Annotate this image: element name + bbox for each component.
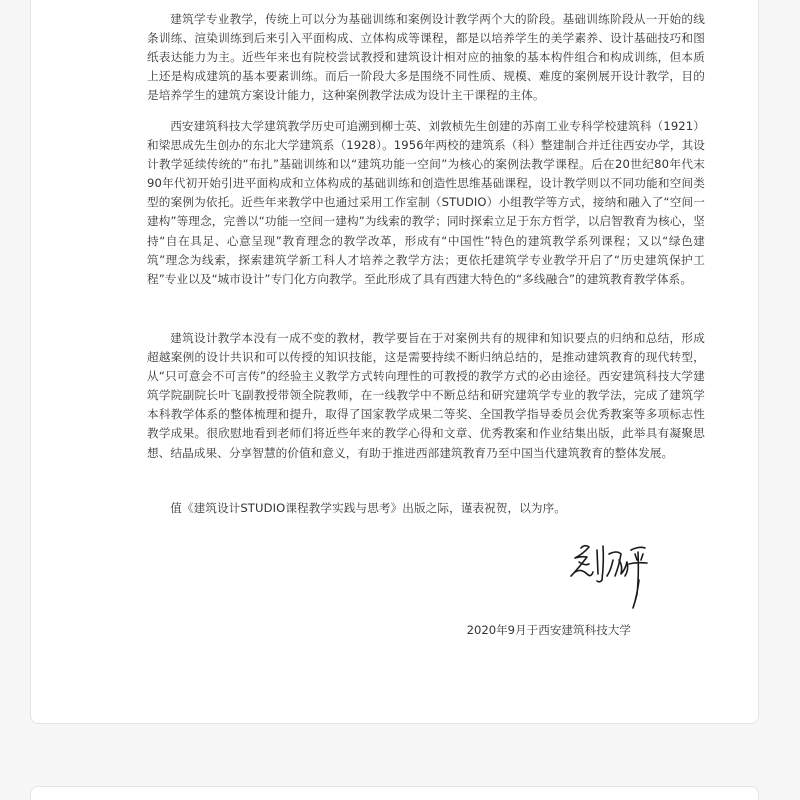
paragraph-school-history: 西安建筑科技大学建筑教学历史可追溯到柳士英、刘敦桢先生创建的苏南工业专科学校建筑科（1921）和梁思成先生创办的东北大学建筑系（1928）。1956年两校的建筑系（科）整建制合并迁往西安办学，其设计教学延续传统的“布扎”基础训练和以“建筑功能一空间”为核心的案例法教学课程。后在20世纪80年代末90年代初开始引进平面构成和立体构成的基础训练和创造性思维基础课程，设计教学则以不同功能和空间类型的案例为依托。近些年来教学中也通过采用工作室制（STUDIO）小组教学等方式，接纳和融入了“空间一建构”等理念，完善以“功能一空间一建构”为线索的教学；同时探索立足于东方哲学，以启智教育为核心，坚持“自在具足、心意呈现”教育理念的教学改革，形成有“中国性”特色的建筑教学系列课程；又以“绿色建筑”理念为线索，探索建筑学新工科人才培养之教学方法；更依托建筑学专业教学开启了“历史建筑保护工程”专业以及“城市设计”专门化方向教学。至此形成了具有西建大特色的“多线融合”的建筑教育教学体系。 <box>147 119 705 286</box>
handwritten-signature <box>567 536 653 618</box>
paragraph-teaching-stages: 建筑学专业教学，传统上可以分为基础训练和案例设计教学两个大的阶段。基础训练阶段从一开始的线条训练、渲染训练到后来引入平面构成、立体构成等课程，都是以培养学生的美学素养、设计基础技巧和图纸表达能力为主。近些年来也有院校尝试教授和建筑设计相对应的抽象的基本构件组合和构成训练，但本质上还是构成建筑的基本要素训练。而后一阶段大多是围绕不同性质、规模、难度的案例展开设计教学，目的是培养学生的建筑方案设计能力，这种案例教学法成为设计主干课程的主体。 <box>147 12 705 103</box>
next-page-card <box>30 786 759 800</box>
document-page <box>30 0 759 724</box>
paragraph-teaching-method: 建筑设计教学本没有一成不变的教材，教学要旨在于对案例共有的规律和知识要点的归纳和总结，形成超越案例的设计共识和可以传授的知识技能，这是需要持续不断归纳总结的，是推动建筑教育的现代转型，从“只可意会不可言传”的经验主义教学方式转向理性的可教授的教学方式的必由途径。西安建筑科技大学建筑学院副院长叶飞副教授带领全院教师，在一线教学中不断总结和研究建筑学专业的教学法，完成了建筑学本科教学体系的整体梳理和提升，取得了国家教学成果二等奖、全国教学指导委员会优秀教案等多项标志性教学成果。很欣慰地看到老师们将近些年来的教学心得和文章、优秀教案和作业结集出版，此举具有凝聚思想、结晶成果、分享智慧的价值和意义，有助于推进西部建筑教育乃至中国当代建筑教育的整体发展。 <box>147 331 705 460</box>
paragraph-congratulation: 值《建筑设计STUDIO课程教学实践与思考》出版之际，谨表祝贺，以为序。 <box>170 501 567 515</box>
date-signature-line: 2020年9月于西安建筑科技大学 <box>466 623 631 637</box>
